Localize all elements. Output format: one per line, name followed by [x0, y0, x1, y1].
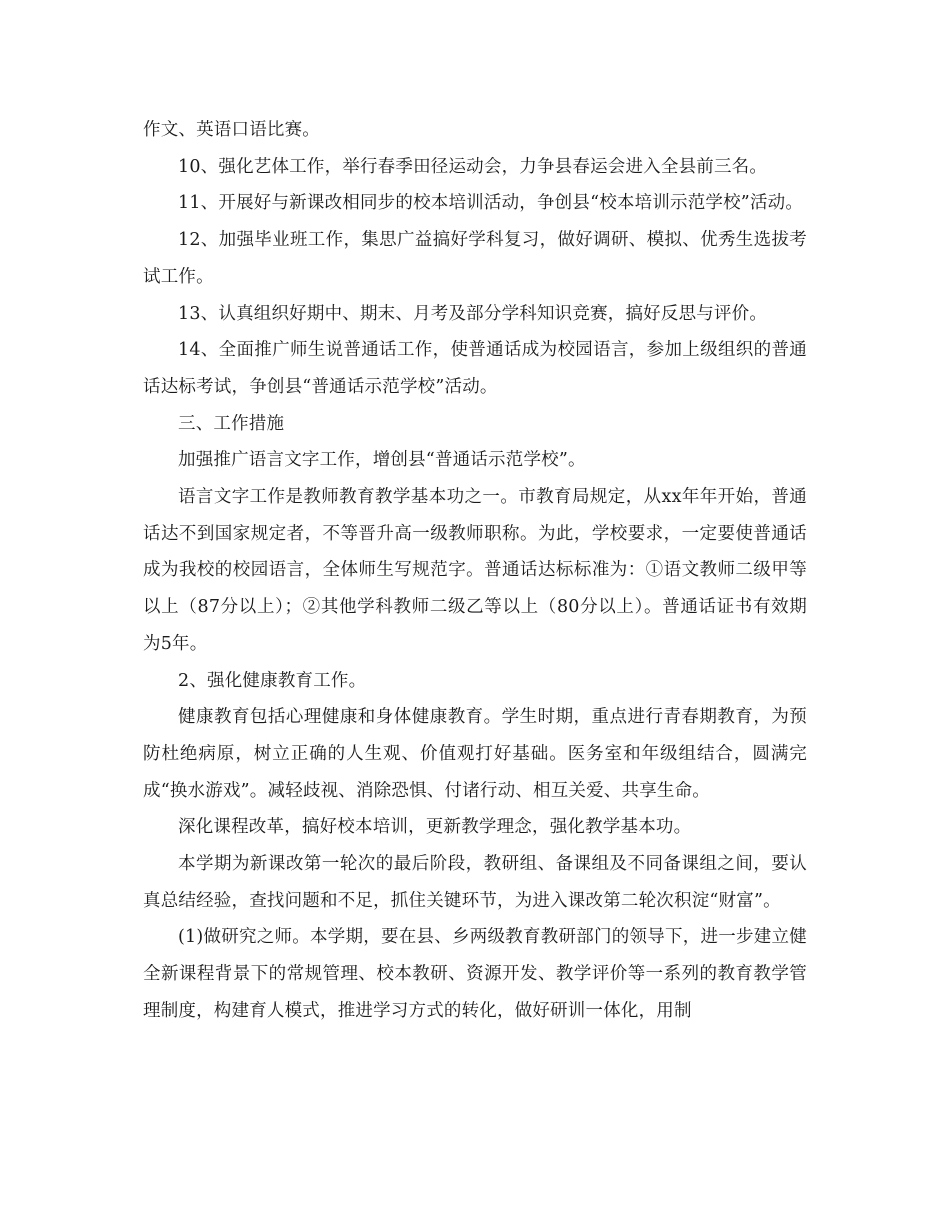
- section-heading: 三、工作措施: [178, 413, 285, 434]
- paragraph-10: 2、强化健康教育工作。: [178, 670, 367, 691]
- paragraph-4: 12、加强毕业班工作，集思广益搞好学科复习，做好调研、模拟、优秀生选拔考试工作。: [143, 230, 807, 287]
- document-body: [143, 112, 807, 1030]
- paragraph-11: 健康教育包括心理健康和身体健康教育。学生时期，重点进行青春期教育，为预防杜绝病原，树立正确的人生观、价值观打好基础。医务室和年级组结合，圆满完成“换水游戏”。减轻歧视、消除恐惧、付诸行动、相互关爱、共享生命。: [143, 707, 807, 801]
- paragraph-2: 10、强化艺体工作，举行春季田径运动会，力争县春运会进入全县前三名。: [178, 156, 768, 177]
- paragraph-5: 13、认真组织好期中、期末、月考及部分学科知识竞赛，搞好反思与评价。: [178, 303, 768, 324]
- paragraph-14: (1)做研究之师。本学期，要在县、乡两级教育教研部门的领导下，进一步建立健全新课程背景下的常规管理、校本教研、资源开发、教学评价等一系列的教育教学管理制度，构建育人模式，推进学习方式的转化，做好研训一体化，用制: [143, 927, 807, 1021]
- paragraph-13: 本学期为新课改第一轮次的最后阶段，教研组、备课组及不同备课组之间，要认真总结经验，查找问题和不足，抓住关键环节，为进入课改第二轮次积淀“财富”。: [143, 854, 807, 911]
- paragraph-8: 加强推广语言文字工作，增创县“普通话示范学校”。: [178, 450, 586, 471]
- paragraph-3: 11、开展好与新课改相同步的校本培训活动，争创县“校本培训示范学校”活动。: [178, 193, 804, 214]
- paragraph-1: 作文、英语口语比赛。: [143, 120, 320, 140]
- paragraph-9: 语言文字工作是教师教育教学基本功之一。市教育局规定，从xx年年开始，普通话达不到国家规定者，不等晋升高一级教师职称。为此，学校要求，一定要使普通话成为我校的校园语言，全体师生写规范字。普通话达标标准为：①语文教师二级甲等以上（87分以上）；②其他学科教师二级乙等以上（80分以上）。普通话证书有效期为5年。: [143, 487, 807, 654]
- paragraph-6: 14、全面推广师生说普通话工作，使普通话成为校园语言，参加上级组织的普通话达标考试，争创县“普通话示范学校”活动。: [143, 340, 807, 397]
- paragraph-12: 深化课程改革，搞好校本培训，更新教学理念，强化教学基本功。: [178, 817, 692, 838]
